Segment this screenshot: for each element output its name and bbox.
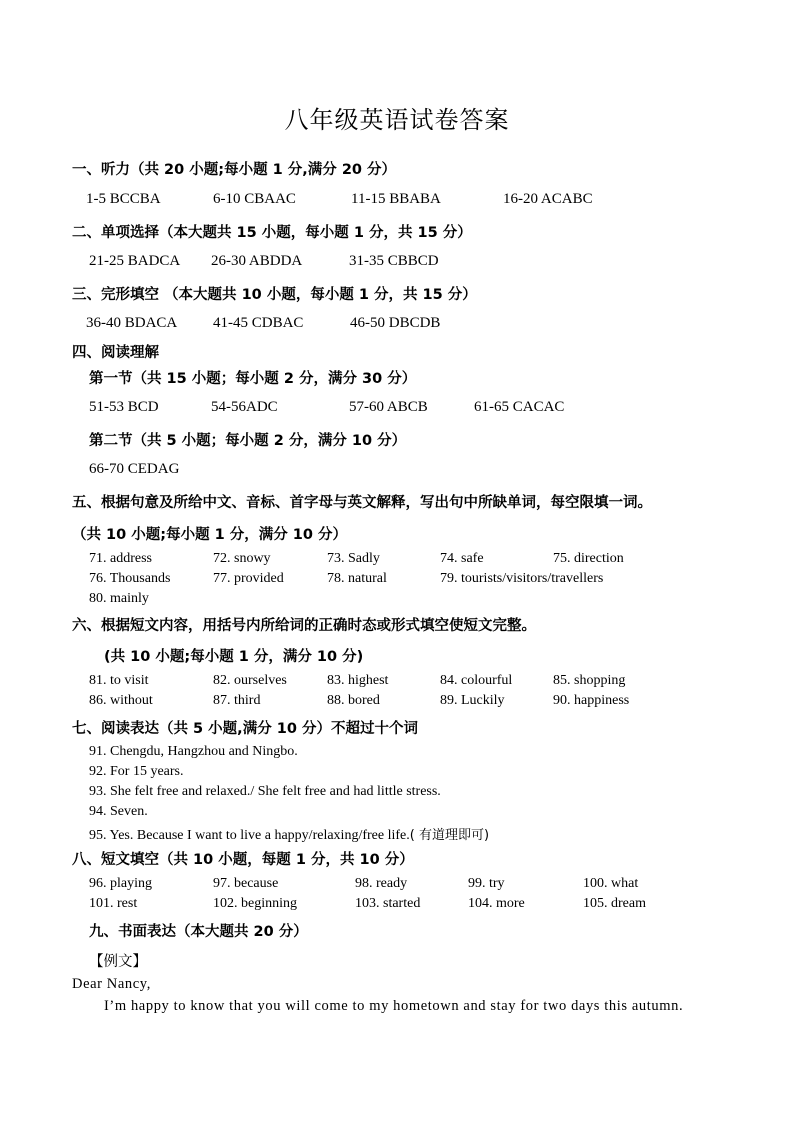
section-5-heading: 五、根据句意及所给中文、音标、首字母与英文解释，写出句中所缺单词，每空限填一词。: [72, 495, 652, 511]
answer-36-40: 36-40 BDACA: [86, 315, 178, 331]
section-3-heading: 三、完形填空 （本大题共 10 小题，每小题 1 分，共 15 分）: [72, 287, 477, 303]
answer-90: 90. happiness: [553, 693, 630, 708]
section-8-heading: 八、短文填空（共 10 小题，每题 1 分，共 10 分）: [72, 852, 414, 868]
answer-72: 72. snowy: [213, 551, 271, 566]
answer-104: 104. more: [468, 896, 525, 911]
answer-103: 103. started: [355, 896, 421, 911]
answer-11-15: 11-15 BBABA: [351, 191, 441, 207]
answer-77: 77. provided: [213, 571, 284, 586]
answer-66-70: 66-70 CEDAG: [89, 461, 180, 477]
answer-92: 92. For 15 years.: [89, 764, 184, 779]
answer-95-row: [89, 824, 489, 844]
section-4-part-1-heading: 第一节（共 15 小题；每小题 2 分，满分 30 分）: [89, 371, 417, 387]
answer-95: 95. Yes. Because I want to live a happy/relaxing/free life.: [89, 828, 410, 843]
answer-21-25: 21-25 BADCA: [89, 253, 181, 269]
answer-80: 80. mainly: [89, 591, 149, 606]
answer-100: 100. what: [583, 876, 639, 891]
answer-1-5: 1-5 BCCBA: [86, 191, 161, 207]
answer-83: 83. highest: [327, 673, 389, 688]
page-title: 八年级英语试卷答案: [284, 106, 510, 134]
answer-101: 101. rest: [89, 896, 138, 911]
answer-87: 87. third: [213, 693, 261, 708]
letter-line-1: I’m happy to know that you will come to my hometown and stay for two days this autumn.: [104, 998, 684, 1014]
answer-99: 99. try: [468, 876, 505, 891]
answer-98: 98. ready: [355, 876, 408, 891]
section-5-subheading: （共 10 小题;每小题 1 分，满分 10 分）: [72, 527, 348, 543]
answer-16-20: 16-20 ACABC: [503, 191, 593, 207]
answer-73: 73. Sadly: [327, 551, 380, 566]
answer-79: 79. tourists/visitors/travellers: [440, 571, 604, 586]
answer-86: 86. without: [89, 693, 153, 708]
answer-6-10: 6-10 CBAAC: [213, 191, 296, 207]
answer-81: 81. to visit: [89, 673, 149, 688]
answer-102: 102. beginning: [213, 896, 297, 911]
answer-78: 78. natural: [327, 571, 387, 586]
answer-26-30: 26-30 ABDDA: [211, 253, 303, 269]
answer-91: 91. Chengdu, Hangzhou and Ningbo.: [89, 744, 298, 759]
answer-94: 94. Seven.: [89, 804, 148, 819]
section-4-part-2-heading: 第二节（共 5 小题；每小题 2 分，满分 10 分）: [89, 433, 407, 449]
answer-93: 93. She felt free and relaxed./ She felt free and had little stress.: [89, 784, 441, 799]
letter-greeting: Dear Nancy,: [72, 976, 151, 992]
answer-74: 74. safe: [440, 551, 484, 566]
answer-57-60: 57-60 ABCB: [349, 399, 428, 415]
section-1-heading: 一、听力（共 20 小题;每小题 1 分,满分 20 分）: [72, 162, 397, 178]
answer-46-50: 46-50 DBCDB: [350, 315, 441, 331]
section-9-heading: 九、书面表达（本大题共 20 分）: [89, 924, 308, 940]
answer-97: 97. because: [213, 876, 279, 891]
answer-75: 75. direction: [553, 551, 624, 566]
section-7-heading: 七、阅读表达（共 5 小题,满分 10 分）不超过十个词: [72, 721, 418, 737]
section-6-heading: 六、根据短文内容，用括号内所给词的正确时态或形式填空使短文完整。: [72, 618, 536, 634]
section-6-subheading: (共 10 小题;每小题 1 分，满分 10 分): [104, 649, 364, 665]
answer-89: 89. Luckily: [440, 693, 505, 708]
answer-82: 82. ourselves: [213, 673, 287, 688]
answer-88: 88. bored: [327, 693, 380, 708]
answer-51-53: 51-53 BCD: [89, 399, 159, 415]
answer-31-35: 31-35 CBBCD: [349, 253, 439, 269]
answer-54-56: 54-56ADC: [211, 399, 278, 415]
sample-essay-label: 【例文】: [89, 954, 147, 970]
answer-95-note: ( 有道理即可): [409, 828, 490, 843]
answer-61-65: 61-65 CACAC: [474, 399, 565, 415]
answer-84: 84. colourful: [440, 673, 513, 688]
answer-105: 105. dream: [583, 896, 646, 911]
answer-96: 96. playing: [89, 876, 152, 891]
section-2-heading: 二、单项选择（本大题共 15 小题，每小题 1 分，共 15 分）: [72, 225, 472, 241]
section-4-heading: 四、阅读理解: [72, 345, 159, 361]
answer-71: 71. address: [89, 551, 152, 566]
answer-41-45: 41-45 CDBAC: [213, 315, 304, 331]
answer-76: 76. Thousands: [89, 571, 171, 586]
answer-85: 85. shopping: [553, 673, 626, 688]
